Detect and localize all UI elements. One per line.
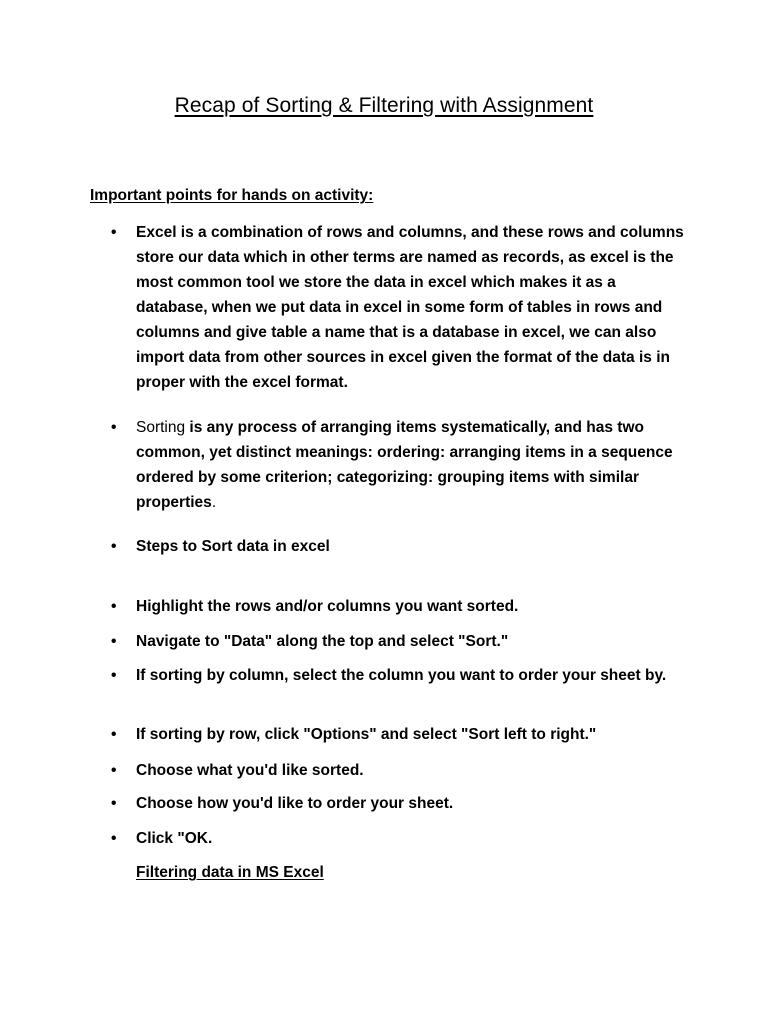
list-item <box>111 722 685 747</box>
bullet-icon: • <box>111 419 117 436</box>
list-item-text: Click "OK. <box>136 830 213 847</box>
sorting-definition: is any process of arranging items systematically, and has two common, yet distinct meanings: ordering: arranging items in a sequence ordered by some criterion; categorizing: grouping items with similar properties <box>136 419 673 511</box>
bullet-icon: • <box>111 598 117 615</box>
list-item-text: If sorting by row, click "Options" and select "Sort left to right." <box>136 726 597 743</box>
list-item <box>111 415 685 515</box>
bullet-icon: • <box>111 633 117 650</box>
bullet-icon: • <box>111 830 117 847</box>
bullet-icon: • <box>111 538 117 555</box>
sorting-term: Sorting <box>136 419 186 436</box>
list-item-text <box>136 415 685 515</box>
bullet-icon: • <box>111 667 117 684</box>
list-item-text: If sorting by column, select the column you want to order your sheet by. <box>136 667 667 684</box>
list-item <box>111 594 685 619</box>
list-item-text: Navigate to "Data" along the top and select "Sort." <box>136 633 509 650</box>
list-item-text: Highlight the rows and/or columns you want sorted. <box>136 598 519 615</box>
section-subheading: Important points for hands on activity: <box>90 187 374 204</box>
list-item <box>111 791 685 816</box>
sorting-period: . <box>211 494 217 511</box>
list-item-text: Choose how you'd like to order your sheet. <box>136 795 454 812</box>
list-item <box>111 758 685 783</box>
list-item <box>111 220 685 395</box>
list-item <box>111 826 685 851</box>
list-item-text: Excel is a combination of rows and columns, and these rows and columns store our data which in other terms are named as records, as excel is the most common tool we store the data in excel which makes it as a database, when we put data in excel in some form of tables in rows and columns and give table a name that is a database in excel, we can also import data from other sources in excel given the format of the data is in proper with the excel format. <box>136 224 684 391</box>
bullet-icon: • <box>111 762 117 779</box>
page-title: Recap of Sorting & Filtering with Assignment <box>174 94 594 117</box>
list-item <box>111 534 685 559</box>
list-item <box>111 665 685 687</box>
list-item-text: Choose what you'd like sorted. <box>136 762 364 779</box>
filter-section-heading: Filtering data in MS Excel <box>136 864 324 881</box>
bullet-icon: • <box>111 224 117 241</box>
bullet-icon: • <box>111 795 117 812</box>
list-item-text: Steps to Sort data in excel <box>136 538 330 555</box>
bullet-icon: • <box>111 726 117 743</box>
list-item <box>111 629 685 654</box>
